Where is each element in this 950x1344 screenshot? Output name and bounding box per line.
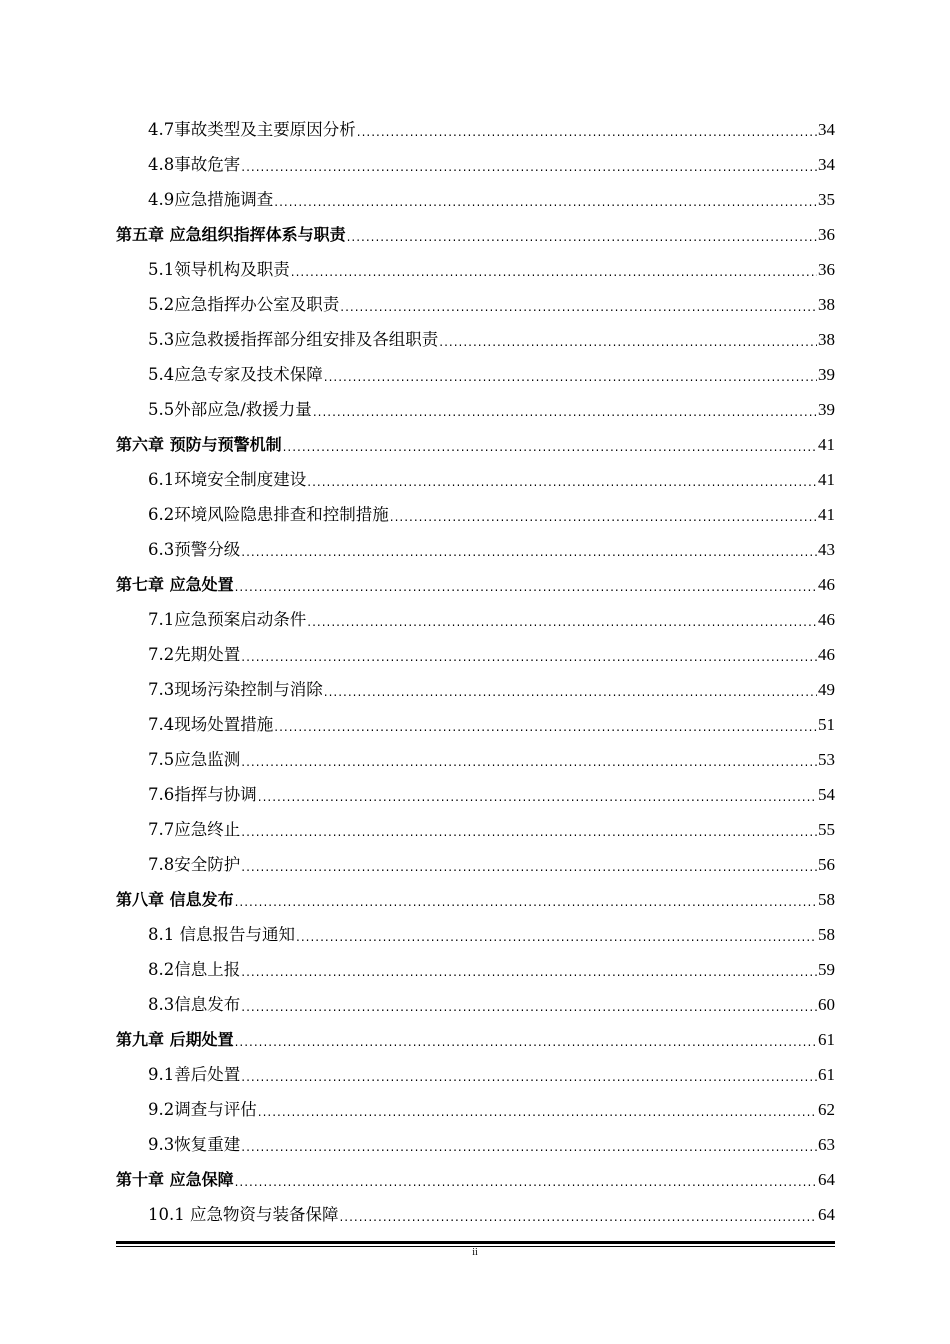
toc-dot-leader: [235, 1036, 817, 1048]
toc-entry-page-number: 56: [818, 855, 835, 874]
toc-dot-leader: [241, 546, 817, 558]
toc-dot-leader: [258, 791, 817, 803]
toc-dot-leader: [235, 1176, 817, 1188]
toc-entry-title: 第五章 应急组织指挥体系与职责: [116, 225, 346, 244]
toc-entry-title: 8.3信息发布: [148, 995, 241, 1014]
toc-entry-title: 10.1 应急物资与装备保障: [148, 1205, 339, 1224]
toc-section-entry[interactable]: [116, 809, 835, 844]
toc-dot-leader: [241, 826, 817, 838]
toc-dot-leader: [357, 126, 817, 138]
toc-section-entry[interactable]: [116, 774, 835, 809]
toc-entry-title: 7.8安全防护: [148, 855, 241, 874]
toc-entry-page-number: 41: [818, 505, 835, 524]
toc-section-entry[interactable]: [116, 669, 835, 704]
footer-divider-thick: [116, 1241, 835, 1244]
toc-entry-title: 9.1善后处置: [148, 1065, 241, 1084]
toc-entry-page-number: 39: [818, 365, 835, 384]
toc-chapter-entry[interactable]: [116, 424, 835, 459]
toc-entry-title: 第九章 后期处置: [116, 1030, 234, 1049]
toc-section-entry[interactable]: [116, 984, 835, 1019]
toc-chapter-entry[interactable]: [116, 1159, 835, 1194]
toc-section-entry[interactable]: [116, 319, 835, 354]
toc-section-entry[interactable]: [116, 914, 835, 949]
toc-dot-leader: [241, 861, 817, 873]
toc-entry-page-number: 35: [818, 190, 835, 209]
toc-entry-title: 5.1领导机构及职责: [148, 260, 290, 279]
toc-dot-leader: [274, 721, 817, 733]
toc-entry-title: 第六章 预防与预警机制: [116, 435, 282, 454]
toc-section-entry[interactable]: [116, 354, 835, 389]
toc-section-entry[interactable]: [116, 1054, 835, 1089]
toc-entry-page-number: 46: [818, 575, 835, 594]
toc-section-entry[interactable]: [116, 599, 835, 634]
toc-entry-title: 6.1环境安全制度建设: [148, 470, 307, 489]
toc-dot-leader: [307, 616, 817, 628]
toc-entry-page-number: 54: [818, 785, 835, 804]
toc-entry-page-number: 41: [818, 470, 835, 489]
toc-section-entry[interactable]: [116, 1089, 835, 1124]
toc-dot-leader: [235, 896, 817, 908]
toc-dot-leader: [241, 651, 817, 663]
toc-chapter-entry[interactable]: [116, 879, 835, 914]
toc-section-entry[interactable]: [116, 739, 835, 774]
toc-entry-title: 7.6指挥与协调: [148, 785, 257, 804]
toc-entry-page-number: 55: [818, 820, 835, 839]
toc-dot-leader: [241, 1001, 817, 1013]
toc-entry-page-number: 64: [818, 1205, 835, 1224]
toc-entry-page-number: 39: [818, 400, 835, 419]
toc-section-entry[interactable]: [116, 109, 835, 144]
toc-dot-leader: [324, 371, 817, 383]
toc-entry-title: 7.2先期处置: [148, 645, 241, 664]
toc-dot-leader: [390, 511, 817, 523]
toc-dot-leader: [307, 476, 817, 488]
toc-section-entry[interactable]: [116, 459, 835, 494]
toc-entry-page-number: 59: [818, 960, 835, 979]
page-number: ii: [472, 1247, 478, 1258]
toc-entry-title: 7.5应急监测: [148, 750, 241, 769]
toc-entry-title: 7.3现场污染控制与消除: [148, 680, 323, 699]
toc-entry-page-number: 64: [818, 1170, 835, 1189]
toc-entry-title: 6.2环境风险隐患排查和控制措施: [148, 505, 389, 524]
toc-section-entry[interactable]: [116, 389, 835, 424]
toc-entry-page-number: 58: [818, 925, 835, 944]
toc-section-entry[interactable]: [116, 494, 835, 529]
toc-entry-title: 7.7应急终止: [148, 820, 241, 839]
toc-section-entry[interactable]: [116, 179, 835, 214]
toc-entry-title: 9.2调查与评估: [148, 1100, 257, 1119]
toc-entry-title: 5.4应急专家及技术保障: [148, 365, 323, 384]
toc-section-entry[interactable]: [116, 634, 835, 669]
toc-dot-leader: [241, 756, 817, 768]
toc-entry-title: 4.8事故危害: [148, 155, 241, 174]
toc-section-entry[interactable]: [116, 1124, 835, 1159]
toc-entry-page-number: 49: [818, 680, 835, 699]
toc-dot-leader: [324, 686, 817, 698]
toc-entry-page-number: 34: [818, 120, 835, 139]
toc-section-entry[interactable]: [116, 144, 835, 179]
toc-entry-title: 第十章 应急保障: [116, 1170, 234, 1189]
toc-dot-leader: [296, 931, 817, 943]
toc-entry-title: 5.2应急指挥办公室及职责: [148, 295, 340, 314]
toc-entry-title: 5.5外部应急/救援力量: [148, 400, 312, 419]
toc-chapter-entry[interactable]: [116, 214, 835, 249]
toc-entry-page-number: 46: [818, 610, 835, 629]
toc-chapter-entry[interactable]: [116, 1019, 835, 1054]
toc-entry-page-number: 46: [818, 645, 835, 664]
toc-entry-title: 第八章 信息发布: [116, 890, 234, 909]
table-of-contents: [116, 109, 835, 1229]
toc-entry-page-number: 53: [818, 750, 835, 769]
toc-entry-page-number: 51: [818, 715, 835, 734]
toc-entry-title: 5.3应急救援指挥部分组安排及各组职责: [148, 330, 439, 349]
toc-entry-page-number: 61: [818, 1065, 835, 1084]
toc-section-entry[interactable]: [116, 949, 835, 984]
toc-entry-page-number: 41: [818, 435, 835, 454]
toc-dot-leader: [241, 1141, 817, 1153]
toc-section-entry[interactable]: [116, 1194, 835, 1229]
toc-dot-leader: [241, 161, 817, 173]
toc-dot-leader: [347, 231, 817, 243]
toc-entry-page-number: 61: [818, 1030, 835, 1049]
toc-entry-title: 8.2信息上报: [148, 960, 241, 979]
toc-entry-page-number: 38: [818, 295, 835, 314]
toc-section-entry[interactable]: [116, 284, 835, 319]
toc-chapter-entry[interactable]: [116, 564, 835, 599]
toc-dot-leader: [313, 406, 817, 418]
toc-entry-title: 4.9应急措施调查: [148, 190, 274, 209]
toc-entry-title: 9.3恢复重建: [148, 1135, 241, 1154]
toc-dot-leader: [439, 336, 817, 348]
toc-entry-page-number: 43: [818, 540, 835, 559]
toc-entry-title: 7.4现场处置措施: [148, 715, 274, 734]
toc-dot-leader: [235, 581, 817, 593]
toc-section-entry[interactable]: [116, 844, 835, 879]
toc-entry-title: 第七章 应急处置: [116, 575, 234, 594]
toc-dot-leader: [258, 1106, 817, 1118]
toc-entry-page-number: 36: [818, 225, 835, 244]
toc-dot-leader: [339, 1211, 817, 1223]
toc-entry-title: 8.1 信息报告与通知: [148, 925, 295, 944]
toc-section-entry[interactable]: [116, 529, 835, 564]
toc-dot-leader: [241, 966, 817, 978]
toc-entry-title: 7.1应急预案启动条件: [148, 610, 307, 629]
toc-entry-title: 4.7事故类型及主要原因分析: [148, 120, 356, 139]
toc-entry-title: 6.3预警分级: [148, 540, 241, 559]
toc-entry-page-number: 60: [818, 995, 835, 1014]
toc-dot-leader: [291, 266, 817, 278]
toc-dot-leader: [274, 196, 817, 208]
toc-entry-page-number: 62: [818, 1100, 835, 1119]
toc-dot-leader: [283, 441, 817, 453]
toc-dot-leader: [241, 1071, 817, 1083]
toc-section-entry[interactable]: [116, 249, 835, 284]
toc-entry-page-number: 38: [818, 330, 835, 349]
toc-dot-leader: [340, 301, 817, 313]
toc-entry-page-number: 34: [818, 155, 835, 174]
toc-entry-page-number: 36: [818, 260, 835, 279]
toc-section-entry[interactable]: [116, 704, 835, 739]
toc-entry-page-number: 63: [818, 1135, 835, 1154]
toc-entry-page-number: 58: [818, 890, 835, 909]
